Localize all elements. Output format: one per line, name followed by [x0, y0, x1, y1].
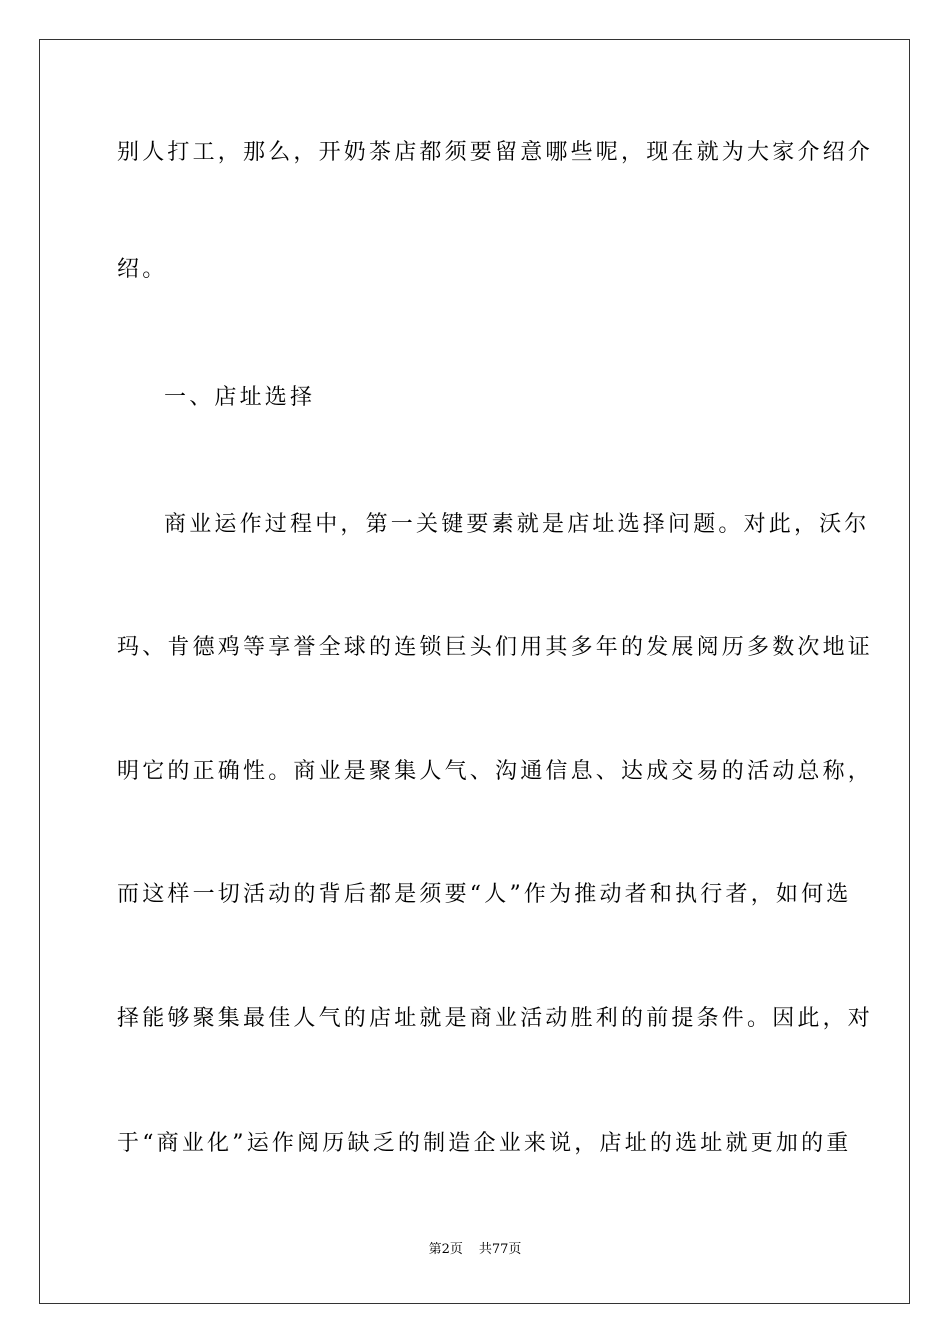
page-number-total: 共77页 — [478, 1242, 522, 1257]
page-footer — [0, 1241, 950, 1259]
body-text-line: 商业运作过程中，第一关键要素就是店址选择问题。对此，沃尔 — [164, 512, 870, 537]
body-text-line: 绍。 — [117, 257, 168, 282]
body-text-line: 别人打工，那么，开奶茶店都须要留意哪些呢，现在就为大家介绍介 — [117, 140, 874, 165]
body-text-line: 择能够聚集最佳人气的店址就是商业活动胜利的前提条件。因此，对 — [117, 1006, 874, 1031]
body-text-line: 玛、肯德鸡等享誉全球的连锁巨头们用其多年的发展阅历多数次地证 — [117, 635, 874, 660]
body-text-line: 明它的正确性。商业是聚集人气、沟通信息、达成交易的活动总称， — [117, 759, 874, 784]
body-text-line: 于“商业化”运作阅历缺乏的制造企业来说，店址的选址就更加的重 — [117, 1131, 852, 1156]
section-heading: 一、店址选择 — [164, 385, 316, 410]
page-number-current: 第2页 — [428, 1242, 463, 1257]
body-text-line: 而这样一切活动的背后都是须要“人”作为推动者和执行者，如何选 — [117, 882, 852, 907]
page-border — [39, 39, 910, 1304]
